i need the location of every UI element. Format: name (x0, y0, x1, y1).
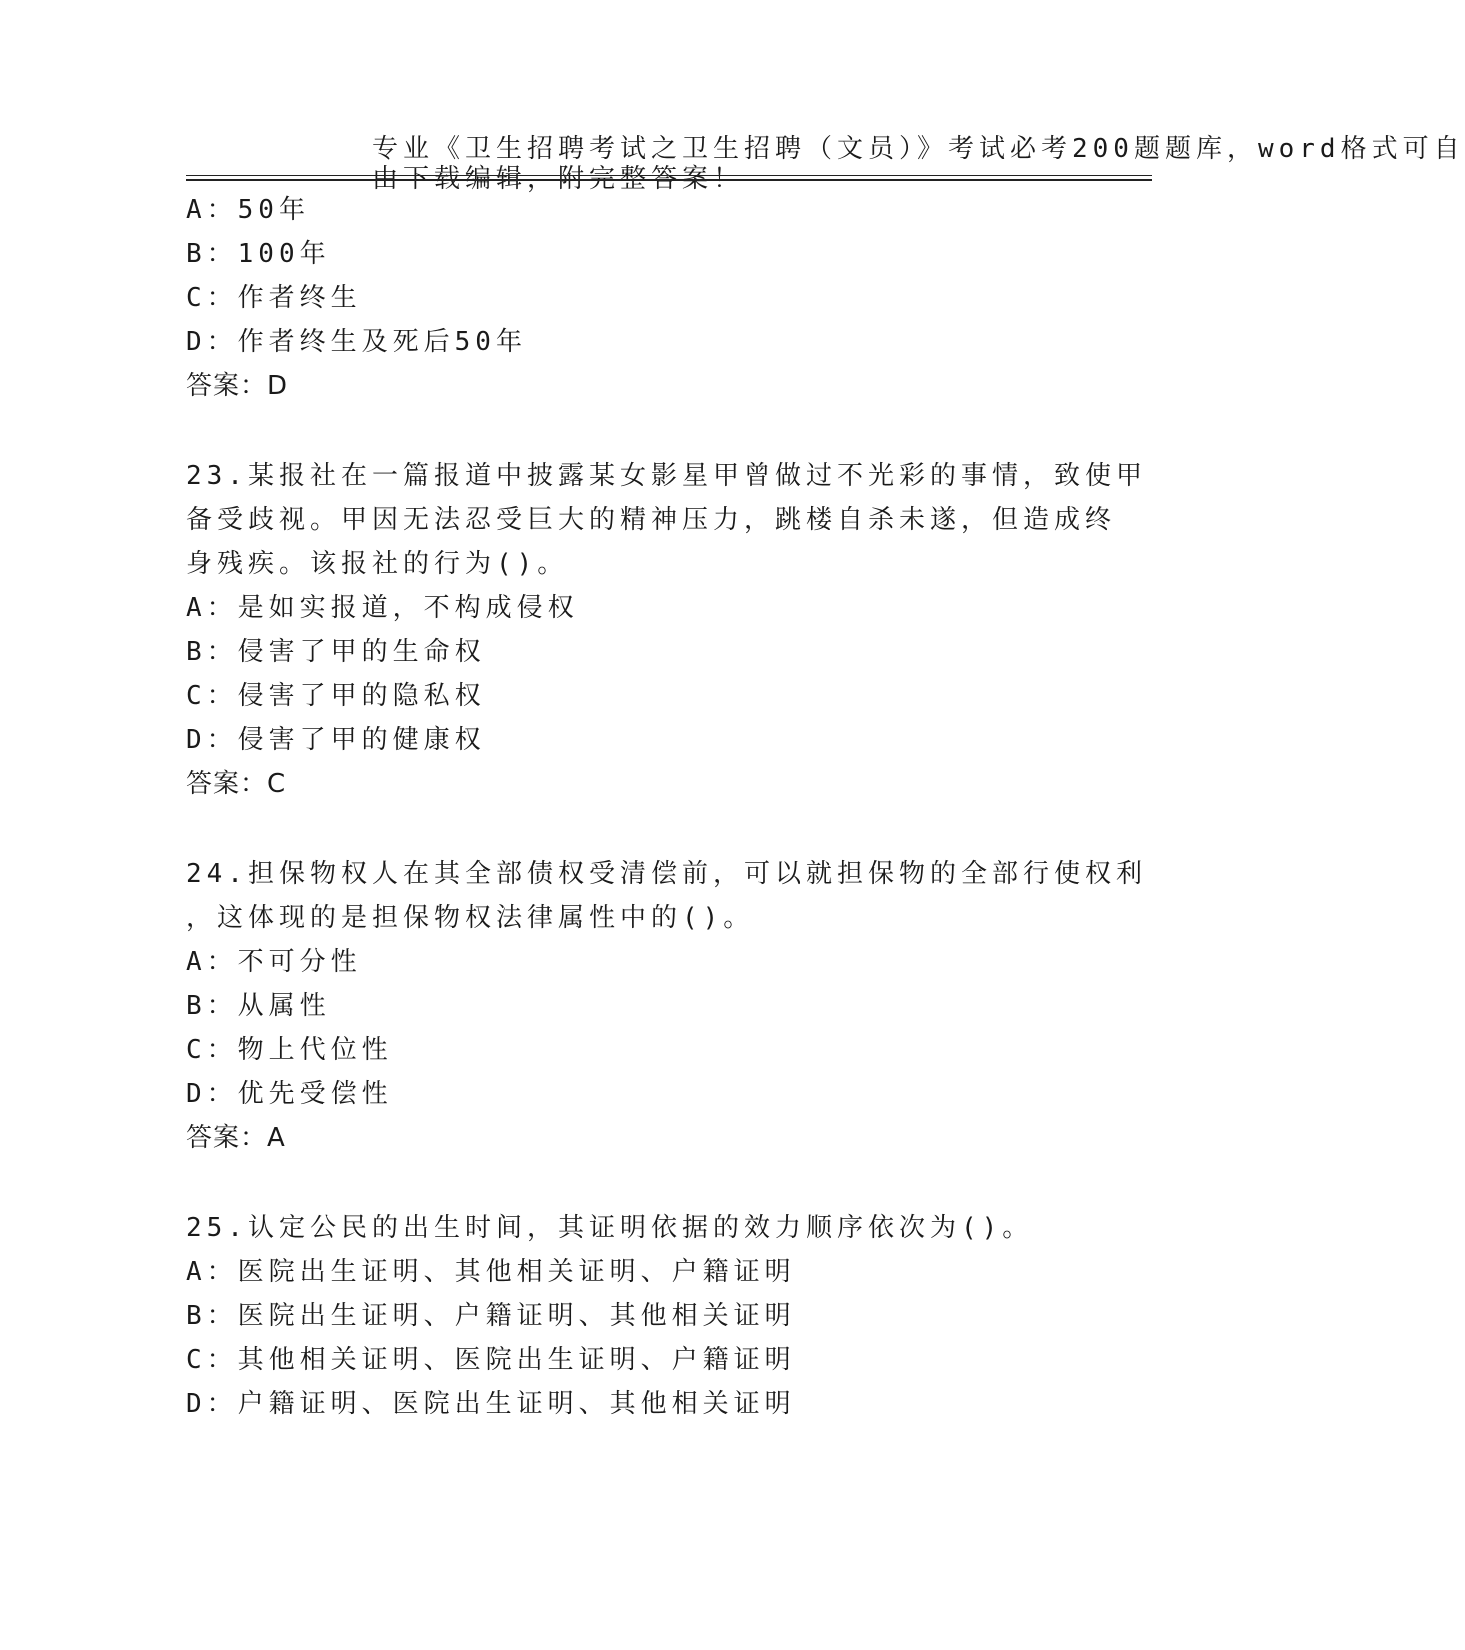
q24-stem-line: 24.担保物权人在其全部债权受清偿前，可以就担保物的全部行使权利 (186, 859, 1147, 889)
q24-stem-line: ，这体现的是担保物权法律属性中的()。 (186, 903, 755, 933)
header-divider-thin (186, 175, 1152, 176)
q24-option-b: B：从属性 (186, 991, 331, 1021)
q24-option-c: C：物上代位性 (186, 1035, 393, 1065)
document-header (186, 72, 1465, 194)
q25-stem-line: 25.认定公民的出生时间，其证明依据的效力顺序依次为()。 (186, 1213, 1034, 1243)
q24-answer: 答案：A (186, 1123, 286, 1153)
q23-option-c: C：侵害了甲的隐私权 (186, 681, 486, 711)
q22-option-d: D：作者终生及死后50年 (186, 327, 527, 357)
q23-answer: 答案：C (186, 769, 287, 799)
header-line: 专业《卫生招聘考试之卫生招聘（文员）》考试必考200题题库，word格式可自 (372, 134, 1465, 164)
q25-option-a: A：医院出生证明、其他相关证明、户籍证明 (186, 1257, 796, 1287)
q23-option-a: A：是如实报道，不构成侵权 (186, 593, 579, 623)
q23-stem-line: 23.某报社在一篇报道中披露某女影星甲曾做过不光彩的事情，致使甲 (186, 461, 1147, 491)
q22-option-c: C：作者终生 (186, 283, 362, 313)
q23-option-d: D：侵害了甲的健康权 (186, 725, 486, 755)
q22-option-a: A：50年 (186, 195, 310, 225)
q25-option-b: B：医院出生证明、户籍证明、其他相关证明 (186, 1301, 796, 1331)
q23-stem-line: 备受歧视。甲因无法忍受巨大的精神压力，跳楼自杀未遂，但造成终 (186, 505, 1117, 535)
q24-option-a: A：不可分性 (186, 947, 362, 977)
q24-option-d: D：优先受偿性 (186, 1079, 393, 1109)
q23-option-b: B：侵害了甲的生命权 (186, 637, 486, 667)
header-line: 由下载编辑，附完整答案！ (372, 164, 745, 194)
q25-option-d: D：户籍证明、医院出生证明、其他相关证明 (186, 1389, 796, 1419)
header-divider-thick (186, 179, 1152, 181)
q23-stem-line: 身残疾。该报社的行为()。 (186, 549, 569, 579)
q22-answer: 答案：D (186, 371, 289, 401)
q25-option-c: C：其他相关证明、医院出生证明、户籍证明 (186, 1345, 796, 1375)
q22-option-b: B：100年 (186, 239, 331, 269)
